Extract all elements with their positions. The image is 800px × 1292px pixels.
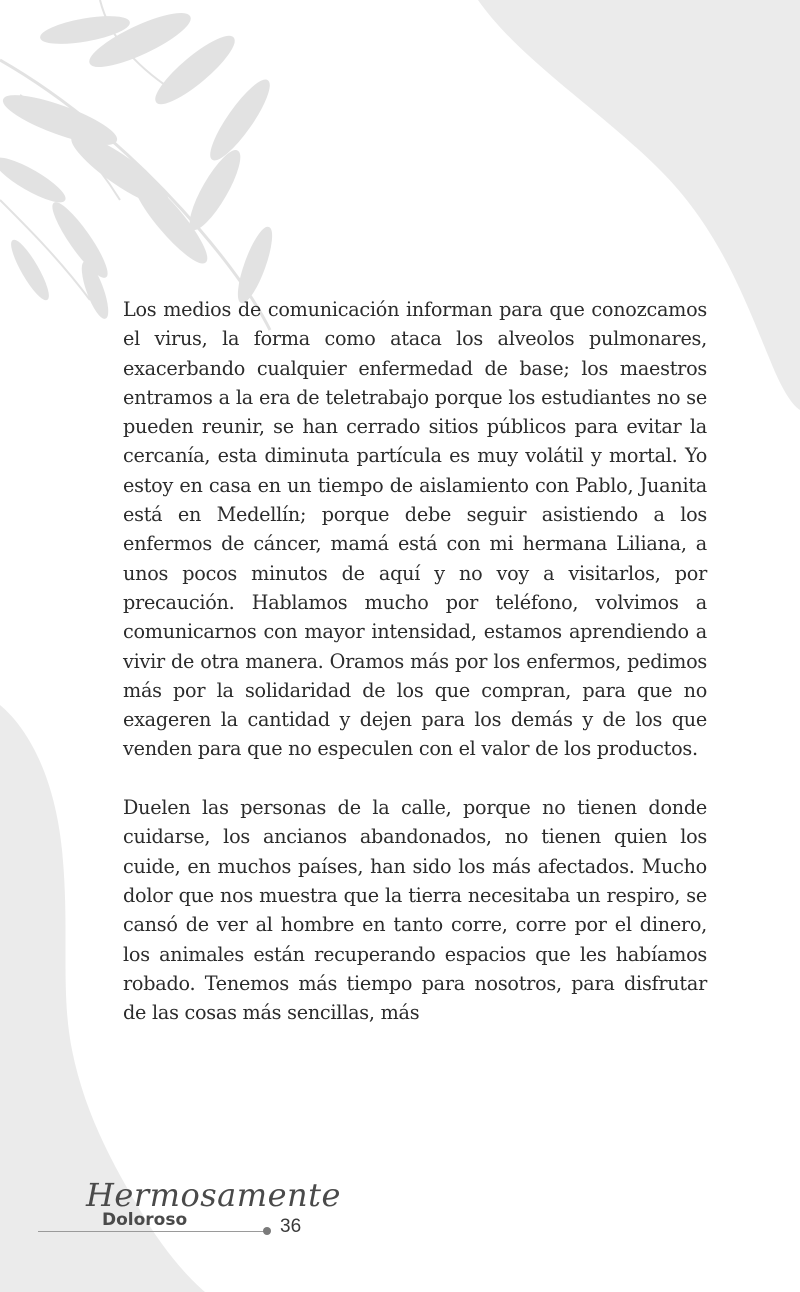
leaf-branch-icon [0, 0, 278, 330]
footer-rule [38, 1231, 266, 1232]
logo-script-title: Hermosamente [86, 1176, 341, 1214]
logo-subtitle: Doloroso [102, 1210, 188, 1230]
paragraph: Duelen las personas de la calle, porque no tienen donde cuidarse, los ancianos abandonados, no tienen quien los cuide, en muchos países, han sido los más afectados. Mucho dolor que nos muestra que la tierra necesitaba un respiro, se cansó de ver al hombre en tanto corre, corre por el dinero, los animales están recuperando espacios que les habíamos robado. Tenemos más tiempo para nosotros, para disfrutar de las cosas más sencillas, más [123, 796, 707, 1025]
paragraph: Los medios de comunicación informan para que conozcamos el virus, la forma como ataca los alveolos pulmonares, exacerbando cualquier enfermedad de base; los maestros entramos a la era de teletrabajo porque los estudiantes no se pueden reunir, se han cerrado sitios públicos para evitar la cercanía, esta diminuta partícula es muy volátil y mortal. Yo estoy en casa en un tiempo de aislamiento con Pablo, Juanita está en Medellín; porque debe seguir asistiendo a los enfermos de cáncer, mamá está con mi hermana Liliana, a unos pocos minutos de aquí y no voy a visitarlos, por precaución. Hablamos mucho por teléfono, volvimos a comunicarnos con mayor intensidad, estamos aprendiendo a vivir de otra manera. Oramos más por los enfermos, pedimos más por la solidaridad de los que compran, para que no exageren la cantidad y dejen para los demás y de los que venden para que no especulen con el valor de los productos. [123, 298, 707, 761]
page-number: 36 [280, 1216, 302, 1237]
body-text [123, 295, 707, 1057]
book-logo [38, 1130, 341, 1250]
footer-dot [263, 1227, 271, 1235]
